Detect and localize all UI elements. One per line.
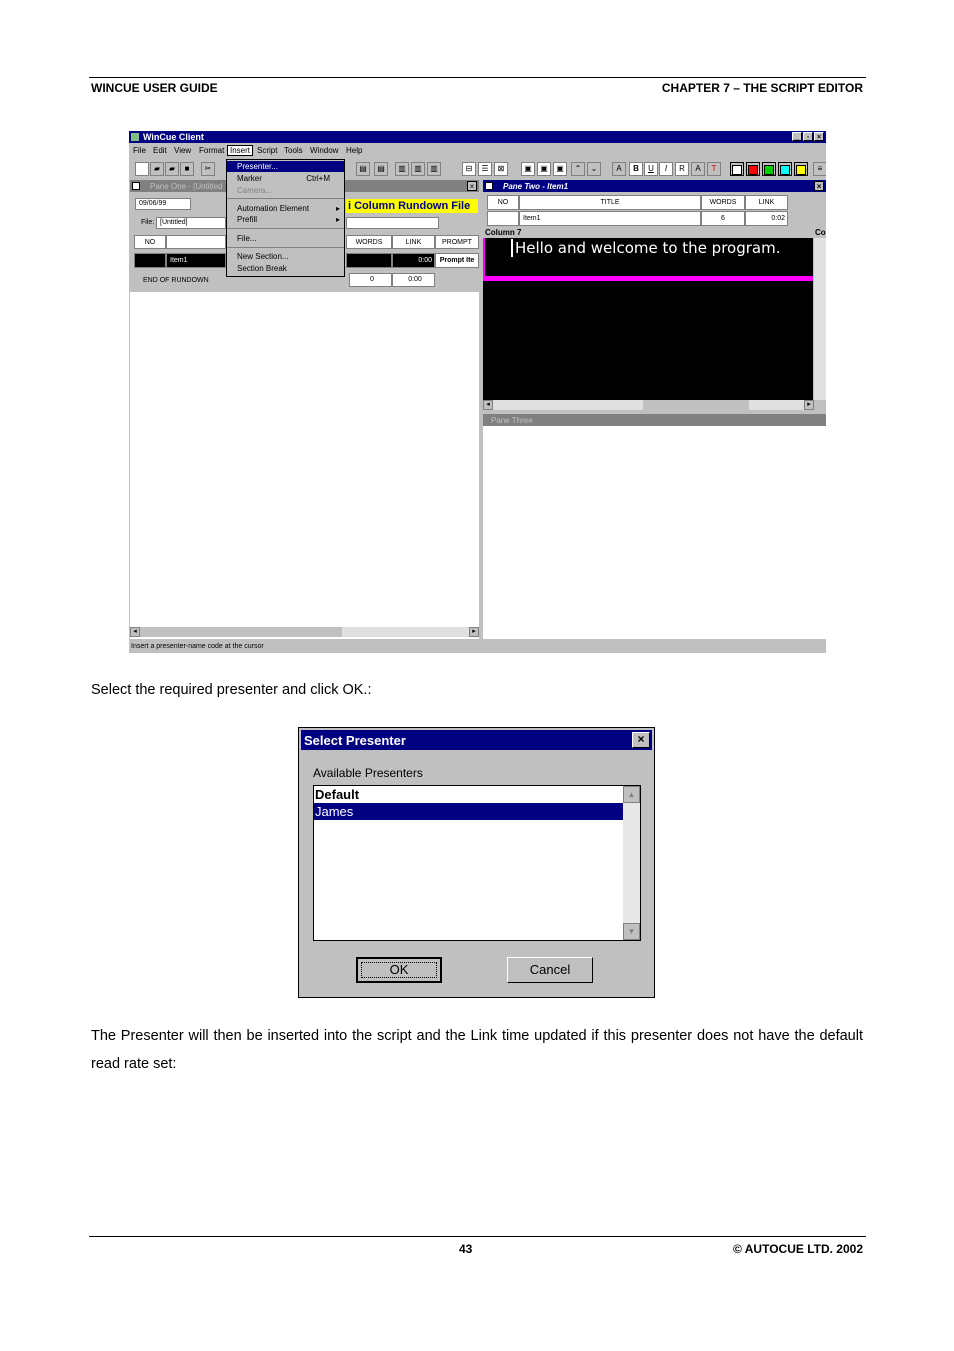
p2-col-no[interactable]: NO: [487, 195, 519, 210]
running-header-right: CHAPTER 7 – THE SCRIPT EDITOR: [661, 81, 863, 95]
column-label: Column 7: [485, 228, 522, 237]
pane-menu-icon[interactable]: [485, 182, 493, 190]
bold-icon[interactable]: B: [629, 162, 643, 176]
restore-button[interactable]: ▫: [803, 132, 813, 141]
open-icon[interactable]: ▰: [165, 162, 179, 176]
scroll-down-icon[interactable]: ▼: [623, 923, 640, 940]
pane-two-hscroll-thumb[interactable]: [643, 400, 749, 410]
row1-prompt[interactable]: Prompt Ite: [435, 253, 479, 268]
select-presenter-dialog: [298, 727, 655, 998]
app-icon: [131, 133, 139, 141]
row2-words[interactable]: 0: [349, 273, 392, 287]
menu-script[interactable]: Script: [257, 146, 278, 155]
font-size-icon[interactable]: A: [691, 162, 705, 176]
pane-three: [483, 414, 826, 639]
row1-no[interactable]: [134, 253, 166, 268]
focus-rect: [361, 962, 437, 978]
up-tool-icon[interactable]: ⌃: [571, 162, 585, 176]
color-green-icon[interactable]: [762, 162, 776, 176]
p2-row-words[interactable]: 6: [701, 211, 745, 226]
submenu-arrow-icon: ▸: [335, 204, 340, 213]
more-icon[interactable]: ≡: [813, 162, 826, 176]
marker-shortcut: Ctrl+M: [306, 174, 330, 183]
pane-menu-icon[interactable]: [132, 182, 140, 190]
script-text[interactable]: Hello and welcome to the program.: [515, 239, 781, 257]
layout1-icon[interactable]: ▥: [395, 162, 409, 176]
layout2-icon[interactable]: ▥: [411, 162, 425, 176]
scroll-up-icon[interactable]: ▲: [623, 786, 640, 803]
pane-view2-icon[interactable]: ☰: [478, 162, 492, 176]
menu-window[interactable]: Window: [310, 146, 339, 155]
menu-bar: [129, 144, 826, 157]
prefill-label: Prefill: [237, 215, 258, 224]
color-cyan-icon[interactable]: [778, 162, 792, 176]
menu-separator: [227, 198, 344, 199]
p2-col-title[interactable]: TITLE: [519, 195, 701, 210]
split2-icon[interactable]: ▤: [374, 162, 388, 176]
presenter-list[interactable]: [313, 785, 641, 941]
dialog-title: Select Presenter: [304, 733, 406, 748]
menu-item-camera[interactable]: Camera...: [237, 186, 273, 195]
pane-two-vscroll[interactable]: [814, 238, 826, 400]
reverse-icon[interactable]: R: [675, 162, 689, 176]
file-field-ext[interactable]: [346, 217, 439, 229]
pane-two-titlebar: [483, 180, 826, 192]
down-tool-icon[interactable]: ⌄: [587, 162, 601, 176]
rundown-banner: i Column Rundown File: [346, 199, 478, 213]
scroll-left-icon[interactable]: ◂: [483, 400, 493, 410]
menu-item-file[interactable]: File...: [237, 234, 257, 243]
save-icon[interactable]: ■: [180, 162, 194, 176]
dialog-titlebar: [301, 730, 652, 750]
status-bar: Insert a presenter-name code at the cursor: [131, 643, 264, 650]
row1-link[interactable]: 0:00: [392, 253, 435, 268]
p2-col-link[interactable]: LINK: [745, 195, 788, 210]
row1-words[interactable]: [346, 253, 392, 268]
pane-one-close-icon[interactable]: ×: [467, 181, 477, 191]
col-header-words[interactable]: WORDS: [346, 235, 392, 249]
header-rule: [89, 77, 866, 78]
scroll-left-icon[interactable]: ◂: [130, 627, 140, 637]
end-of-rundown: END OF RUNDOWN: [143, 277, 209, 284]
insert-menu: [226, 159, 345, 277]
instruction-paragraph: Select the required presenter and click OK.:: [91, 682, 372, 698]
running-header-left: WINCUE USER GUIDE: [91, 81, 218, 95]
menu-tools[interactable]: Tools: [284, 146, 303, 155]
marker-tool-icon[interactable]: ▣: [537, 162, 551, 176]
row1-title[interactable]: Item1: [166, 253, 226, 268]
close-button[interactable]: ×: [814, 132, 824, 141]
menu-item-marker[interactable]: [227, 173, 344, 184]
wincue-window: [129, 131, 826, 653]
menu-edit[interactable]: Edit: [153, 146, 167, 155]
date-field[interactable]: 09/06/99: [135, 198, 191, 210]
col-header-link[interactable]: LINK: [392, 235, 435, 249]
file-label: File:: [141, 219, 155, 226]
camera-tool-icon[interactable]: ▣: [553, 162, 567, 176]
scroll-right-icon[interactable]: ▸: [469, 627, 479, 637]
open-folder-icon[interactable]: ▰: [150, 162, 164, 176]
col-header-prompt[interactable]: PROMPT: [435, 235, 479, 249]
list-item[interactable]: Default: [315, 787, 360, 802]
menu-item-presenter[interactable]: Presenter...: [227, 161, 344, 172]
col-header-no[interactable]: NO: [134, 235, 166, 249]
text-cursor: [511, 239, 513, 257]
menu-item-prefill[interactable]: [227, 214, 344, 225]
color-white-icon[interactable]: [730, 162, 744, 176]
p2-row-no[interactable]: [487, 211, 519, 226]
presenter-tool-icon[interactable]: ▣: [521, 162, 535, 176]
menu-file[interactable]: File: [133, 146, 146, 155]
menu-separator: [227, 247, 344, 248]
col-header-title[interactable]: [166, 235, 226, 249]
cancel-button[interactable]: Cancel: [507, 957, 593, 983]
cut-icon[interactable]: ✂: [201, 162, 215, 176]
column-label-right: Co: [815, 228, 826, 237]
menu-format[interactable]: Format: [199, 146, 225, 155]
text-color-icon[interactable]: T: [707, 162, 721, 176]
italic-icon[interactable]: I: [659, 162, 673, 176]
pane-three-titlebar: [483, 414, 826, 426]
pane-view1-icon[interactable]: ⊟: [462, 162, 476, 176]
dialog-close-icon[interactable]: ×: [632, 732, 650, 748]
pane-one-hscroll-thumb[interactable]: [140, 627, 342, 637]
pane-three-title: Pane Three: [491, 416, 533, 425]
copyright: © AUTOCUE LTD. 2002: [733, 1242, 863, 1256]
menu-item-automation[interactable]: [227, 203, 344, 214]
pane-two: [483, 180, 826, 410]
file-field[interactable]: [Untitled]: [156, 217, 226, 229]
font-icon[interactable]: A: [612, 162, 626, 176]
available-presenters-label: Available Presenters: [313, 766, 423, 780]
row2-link[interactable]: 0:00: [392, 273, 435, 287]
p2-row-title[interactable]: Item1: [519, 211, 701, 226]
pane-two-close-icon[interactable]: ×: [814, 181, 824, 191]
section-marker-bar: [483, 276, 813, 281]
color-yellow-icon[interactable]: [794, 162, 808, 176]
menu-help[interactable]: Help: [346, 146, 363, 155]
underline-icon[interactable]: U: [644, 162, 658, 176]
presenter-list-scrollbar[interactable]: [623, 786, 640, 940]
pane-one-title: Pane One - [Untitled: [150, 182, 223, 191]
pane-view3-icon[interactable]: ⊠: [494, 162, 508, 176]
menu-view[interactable]: View: [174, 146, 192, 155]
list-item[interactable]: James: [314, 803, 623, 820]
submenu-arrow-icon: ▸: [335, 215, 340, 224]
p2-col-words[interactable]: WORDS: [701, 195, 745, 210]
marker-label: Marker: [237, 174, 262, 183]
scroll-right-icon[interactable]: ▸: [804, 400, 814, 410]
footer-rule: [89, 1236, 866, 1237]
color-red-icon[interactable]: [746, 162, 760, 176]
automation-label: Automation Element: [237, 204, 310, 213]
split-icon[interactable]: ▤: [356, 162, 370, 176]
ok-button[interactable]: [356, 957, 442, 983]
new-file-icon[interactable]: [135, 162, 149, 176]
result-paragraph: The Presenter will then be inserted into the script and the Link time updated if this presenter does not have the default read rate set:: [91, 1028, 863, 1072]
minimize-button[interactable]: _: [792, 132, 802, 141]
menu-insert[interactable]: Insert: [227, 145, 253, 156]
pane-two-title: Pane Two - Item1: [503, 182, 569, 191]
layout3-icon[interactable]: ▥: [427, 162, 441, 176]
menu-separator: [227, 228, 344, 229]
section-marker-left: [483, 238, 485, 281]
p2-row-link[interactable]: 0:02: [745, 211, 788, 226]
window-title: WinCue Client: [143, 132, 204, 142]
menu-item-new-section[interactable]: New Section...: [237, 252, 289, 261]
window-titlebar: [129, 131, 826, 143]
page-number: 43: [459, 1242, 473, 1256]
menu-item-section-break[interactable]: Section Break: [237, 264, 287, 273]
script-edit-area[interactable]: [483, 238, 813, 400]
ok-label: OK: [389, 962, 409, 977]
